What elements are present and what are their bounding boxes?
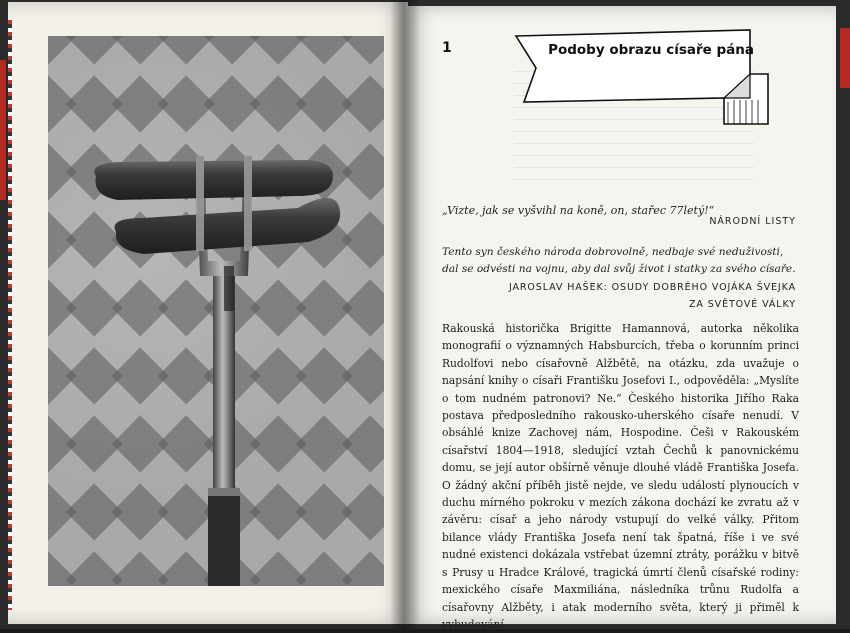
right-page (404, 6, 836, 631)
chapter-number: 1 (442, 40, 452, 56)
fork-illustration (48, 36, 384, 586)
sausage-fork-photo (48, 36, 384, 586)
fork-handle (208, 491, 240, 586)
epigraph-source: NÁRODNÍ LISTY (709, 216, 796, 227)
page-edge-stripes (8, 20, 12, 610)
page-edge-red (840, 28, 850, 88)
chapter-title: Podoby obrazu císaře pána (548, 42, 754, 58)
epigraph-source: JAROSLAV HAŠEK: OSUDY DOBRÉHO VOJÁKA ŠVEJKA ZA SVĚTOVÉ VÁLKY (508, 282, 796, 310)
epigraph-quote: Tento syn českého národa dobrovolně, nedbaje své neduživosti, dal se odvésti na vojnu, aby dal svůj život i statky za svého císaře. (442, 246, 796, 275)
epigraph-quote: „Vizte, jak se vyšvihl na koně, on, stařec 77letý!“ (442, 204, 715, 217)
book-gutter (390, 0, 420, 629)
sausage-top (94, 160, 333, 200)
sausage-bottom (115, 198, 341, 254)
page-edge-red (0, 60, 6, 200)
fork-collar (208, 488, 240, 496)
body-paragraph: Rakouská historička Brigitte Hamannová, autorka několika monografií o významných Habsburcích, třeba o korunním princi Rudolfovi nebo císařovně Alžbětě, na otázku, zda uvažuje o napsání knihy o císaři Františku Josefovi I., odpověděla: „Myslíte o tom nudném patronovi? Ne.“ Českého historika Jiřího Raka postava předposledního rakousko-uherského císaře nenudí. V obsáhlé knize Zachovej nám, Hospodine. Češi v Rakouském císařství 1804—1918, sledující vztah Čechů k panovnickému domu, se její autor obšírně věnuje dlouhé vládě Františka Josefa. O žádný akční příběh jistě nejde, ve sledu událostí plynoucích v duchu mírného pokroku v mezích zákona dochází ke zvratu až v závěru: císař a jeho národy vstupují do velké války. Přitom bilance vlády Františka Josefa není tak špatná, říše i ve své nudné existenci dokázala vstřebat územní ztráty, porážku v bitvě s Prusy u Hradce Králové, tragická úmrtí členů císařské rodiny: mexického císaře Maxmiliána, následníka trůnu Rudolfa a císařovny Alžběty, i atak moderního světa, který ji přiměl k vybudování (442, 322, 799, 631)
left-page (8, 2, 408, 624)
